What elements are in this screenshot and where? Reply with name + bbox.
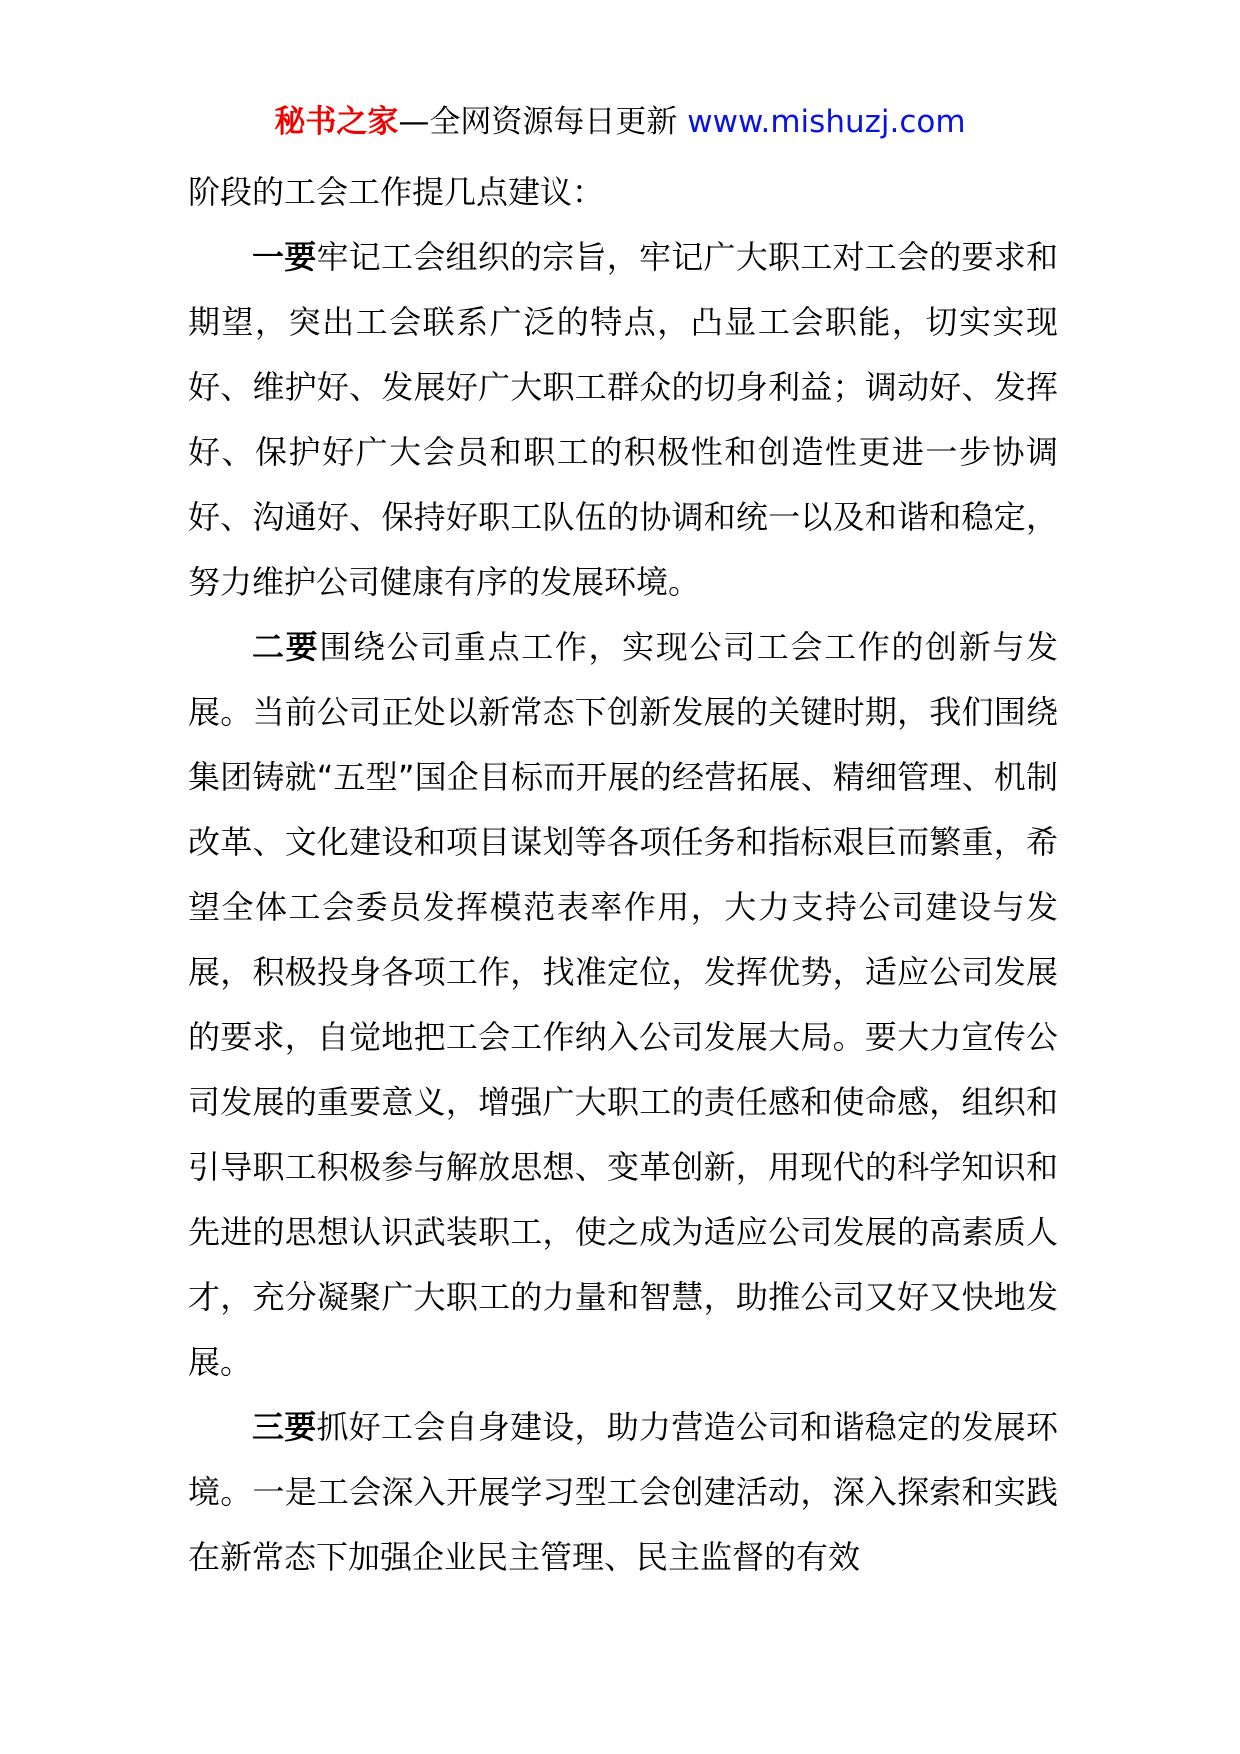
paragraph-point-two <box>188 615 1058 1395</box>
paragraph-continuation <box>188 160 1058 225</box>
paragraph-point-one <box>188 225 1058 615</box>
site-url-link[interactable]: www.mishuzj.com <box>687 104 966 140</box>
document-body <box>188 160 1058 1590</box>
paragraph-lead: 二要 <box>252 628 320 666</box>
paragraph-text: 牢记工会组织的宗旨，牢记广大职工对工会的要求和期望，突出工会联系广泛的特点，凸显工会职能，切实实现好、维护好、发展好广大职工群众的切身利益；调动好、发挥好、保护好广大会员和职工的积极性和创造性更进一步协调好、沟通好、保持好职工队伍的协调和统一以及和谐和稳定，努力维护公司健康有序的发展环境。 <box>188 238 1058 601</box>
site-header <box>0 100 1240 144</box>
paragraph-text: 阶段的工会工作提几点建议： <box>188 173 605 211</box>
paragraph-text: 抓好工会自身建设，助力营造公司和谐稳定的发展环境。一是工会深入开展学习型工会创建活动，深入探索和实践在新常态下加强企业民主管理、民主监督的有效 <box>188 1408 1058 1576</box>
header-tagline: —全网资源每日更新 <box>398 104 688 140</box>
paragraph-lead: 一要 <box>252 238 317 276</box>
brand-name: 秘书之家 <box>274 104 399 140</box>
paragraph-point-three <box>188 1395 1058 1590</box>
paragraph-text: 围绕公司重点工作，实现公司工会工作的创新与发展。当前公司正处以新常态下创新发展的关键时期，我们围绕集团铸就“五型”国企目标而开展的经营拓展、精细管理、机制改革、文化建设和项目谋划等各项任务和指标艰巨而繁重，希望全体工会委员发挥模范表率作用，大力支持公司建设与发展，积极投身各项工作，找准定位，发挥优势，适应公司发展的要求，自觉地把工会工作纳入公司发展大局。要大力宣传公司发展的重要意义，增强广大职工的责任感和使命感，组织和引导职工积极参与解放思想、变革创新，用现代的科学知识和先进的思想认识武装职工，使之成为适应公司发展的高素质人才，充分凝聚广大职工的力量和智慧，助推公司又好又快地发展。 <box>188 628 1058 1381</box>
paragraph-lead: 三要 <box>252 1408 317 1446</box>
